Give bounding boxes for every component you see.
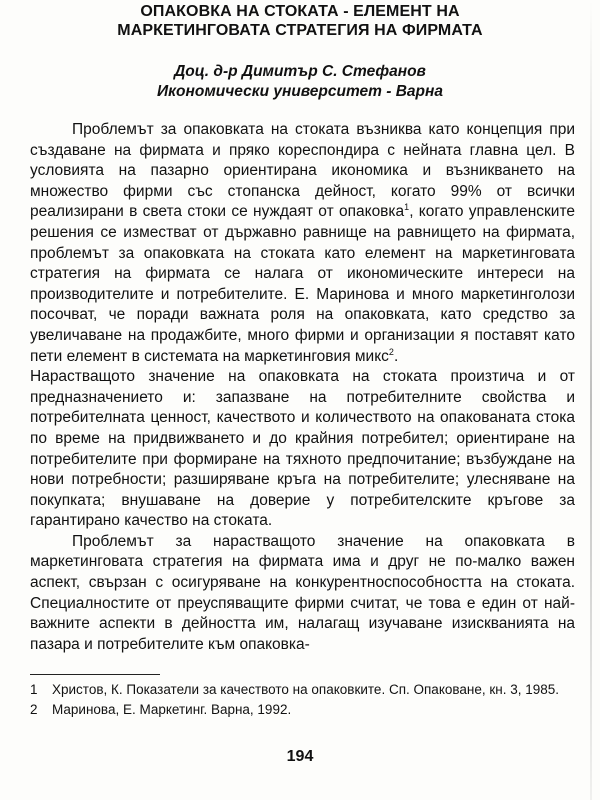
- footnote-2: [30, 701, 575, 719]
- footnote-1: [30, 681, 575, 699]
- footnote-text: Христов, К. Показатели за качеството на опаковките. Сп. Опаковане, кн. 3, 1985.: [52, 682, 560, 697]
- title-line-2: МАРКЕТИНГОВАТА СТРАТЕГИЯ НА ФИРМАТА: [117, 22, 483, 39]
- paragraph-1-part-b: , когато управленските решения се изместват от държавно равнище на равнището на фирмата, проблемът за опаковката на стоката като елемент на маркетинговата стратегия на фирмата се налага от икономическите интереси на производителите и потребителите. Е. Маринова и много маркетинголози посочват, че поради важната роля на опаковката, като средство за увеличаване на продажбите, много фирми и организации я поставят като пети елемент в системата на маркетинговия микс: [30, 203, 576, 365]
- paragraph-1: [30, 120, 575, 367]
- footnote-text: Маринова, Е. Маркетинг. Варна, 1992.: [52, 701, 292, 717]
- title-line-1: ОПАКОВКА НА СТОКАТА - ЕЛЕМЕНТ НА: [140, 3, 460, 20]
- footnotes: [30, 681, 575, 720]
- footnote-number: 1: [30, 682, 38, 697]
- footnote-number: 2: [30, 701, 38, 717]
- author-name: Доц. д-р Димитър С. Стефанов: [174, 63, 426, 80]
- author-block: [30, 62, 570, 102]
- footnote-ref-2: 2: [388, 346, 394, 357]
- paragraph-1-part-c: .: [393, 347, 399, 365]
- paragraph-2: Нарастващото значение на опаковката на стоката произтича и от предназначението и: запазване на потребителните свойства и потребителната ценност, качеството и количеството на опакованата стока по време на придвижването и до крайния потребител; ориентиране на потребителите при формиране на тяхното предпочитание; възбуждане на нови потребности; разширяване кръга на потребителите; улесняване на покупката; внушаване на доверие у потребителските кръгове за гарантирано качество на стоката.: [30, 368, 575, 530]
- paragraph-1-part-a: Проблемът за опаковката на стоката възниква като концепция при създаване на фирмата и пряко кореспондира с нейната главна цел. В условията на пазарно ориентирана икономика и възникването на множество фирми със стопанска дейност, когато 99% от всички реализирани в света стоки се нуждаят от опаковка: [30, 121, 575, 221]
- page-number: 194: [286, 748, 314, 765]
- article-title: [30, 2, 570, 40]
- footnote-divider: [30, 674, 160, 675]
- author-affiliation: Икономически университет - Варна: [157, 83, 443, 100]
- scan-edge: [590, 0, 592, 800]
- footnote-ref-1: 1: [404, 202, 410, 213]
- paragraph-3: Проблемът за нарастващото значение на опаковката в маркетинговата стратегия на фирмата има и друг не по-малко важен аспект, свързан с осигуряване на конкурентноспособността на стоката. Специалностите от преуспяващите фирми считат, че това е един от най-важните аспекти в дейността им, налагащ изучаване изискванията на пазара и потребителите към опаковка-: [30, 532, 575, 653]
- article-body: [30, 120, 575, 655]
